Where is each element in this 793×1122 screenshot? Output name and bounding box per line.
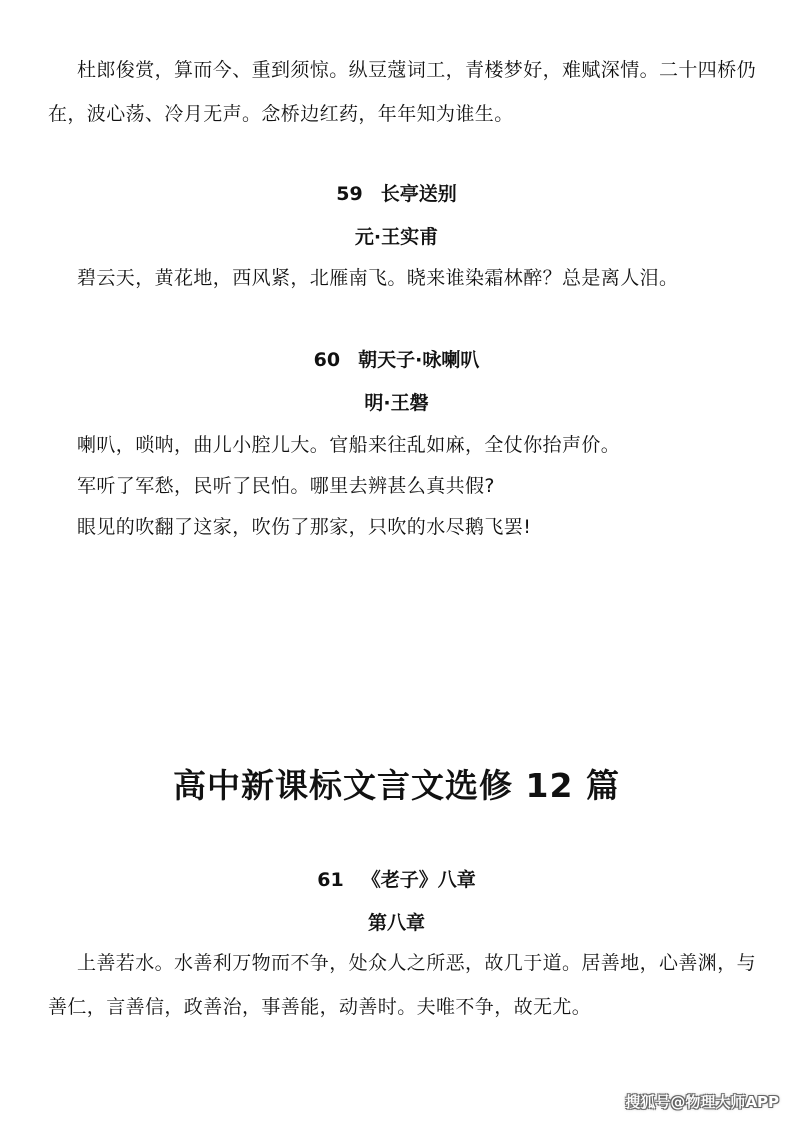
poem-59-title: 长亭送别 [380, 183, 457, 205]
poem-60-title: 朝天子·咏喇叭 [358, 349, 480, 371]
text-61-number: 61 [317, 869, 344, 891]
poem-60-line: 喇叭，唢呐，曲儿小腔儿大。官船来往乱如麻，全仗你抬声价。 [77, 434, 621, 456]
poem-60-author: 明·王磐 [364, 392, 429, 414]
watermark: 搜狐号@物理大师APP [625, 1093, 779, 1111]
poem-59-heading [0, 181, 793, 207]
intro-poem-paragraph: 杜郎俊赏，算而今、重到须惊。纵豆蔻词工，青楼梦好，难赋深情。二十四桥仍在，波心荡、冷月无声。念桥边红药，年年知为谁生。 [48, 59, 757, 125]
text-61-heading [0, 867, 793, 893]
poem-60-line: 军听了军愁，民听了民怕。哪里去辨甚么真共假? [77, 475, 495, 497]
poem-60-line: 眼见的吹翻了这家，吹伤了那家，只吹的水尽鹅飞罢! [77, 516, 532, 538]
text-61-chapter: 第八章 [367, 912, 425, 934]
poem-60-number: 60 [313, 349, 341, 371]
section-title: 高中新课标文言文选修 12 篇 [173, 766, 620, 805]
text-61-title: 《老子》八章 [361, 869, 476, 891]
text-61-body: 上善若水。水善利万物而不争，处众人之所恶，故几于道。居善地，心善渊，与善仁，言善信，政善治，事善能，动善时。夫唯不争，故无尤。 [48, 952, 757, 1018]
poem-59-line: 碧云天，黄花地，西风紧，北雁南飞。晓来谁染霜林醉？总是离人泪。 [77, 267, 679, 289]
poem-59-number: 59 [336, 183, 363, 205]
poem-60-heading [0, 347, 793, 373]
poem-59-author: 元·王实甫 [354, 226, 439, 248]
